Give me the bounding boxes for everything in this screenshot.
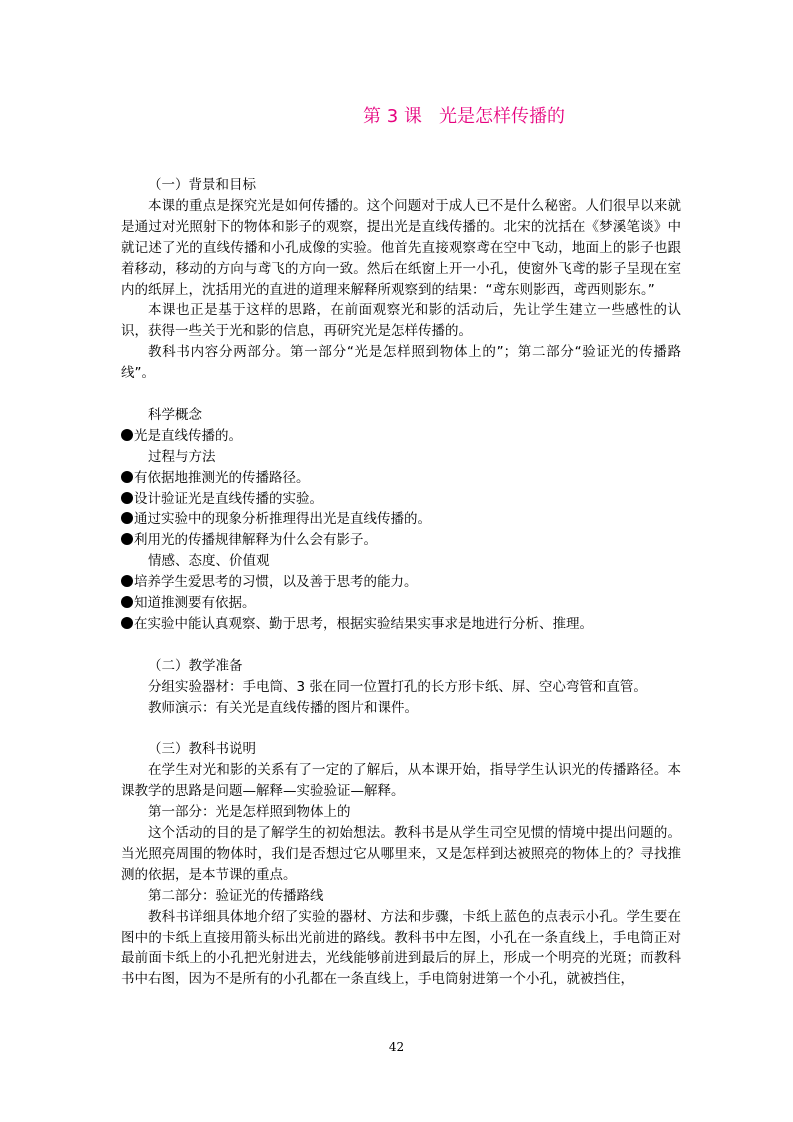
bullet-icon [121,617,133,629]
paragraph: 本课也正是基于这样的思路，在前面观察光和影的活动后，先让学生建立一些感性的认识，获得一些关于光和影的信息，再研究光是怎样传播的。 [121,302,681,340]
subheading: 科学概念 [148,406,202,423]
lesson-title: 第 3 课 光是怎样传播的 [362,106,566,127]
subheading: 第一部分：光是怎样照到物体上的 [148,804,351,821]
bullet-icon [121,512,133,524]
subheading: 第二部分：验证光的传播路线 [148,887,324,904]
paragraph: 教科书内容分两部分。第一部分“光是怎样照到物体上的”；第二部分“验证光的传播路线”。 [121,344,681,382]
list-item: 有依据地推测光的传播路径。 [121,468,681,489]
list-item: 利用光的传播规律解释为什么会有影子。 [121,530,681,551]
section-heading: （三）教科书说明 [148,741,256,758]
document-body [121,175,681,990]
list-item: 通过实验中的现象分析推理得出光是直线传播的。 [121,509,681,530]
bullet-icon [121,492,133,504]
page-number: 42 [388,1040,405,1054]
subheading: 情感、态度、价值观 [148,553,270,570]
subheading: 过程与方法 [148,448,216,465]
section-heading: （二）教学准备 [148,657,243,674]
bullet-icon [121,596,133,608]
bullet-icon [121,575,133,587]
paragraph: 教科书详细具体地介绍了实验的器材、方法和步骤，卡纸上蓝色的点表示小孔。学生要在图中的卡纸上直接用箭头标出光前进的路线。教科书中左图，小孔在一条直线上，手电筒正对最前面卡纸上的小孔把光射进去，光线能够前进到最后的屏上，形成一个明亮的光斑；而教科书中右图，因为不是所有的小孔都在一条直线上，手电筒射进第一个小孔，就被挡住， [121,908,681,988]
paragraph: 本课的重点是探究光是如何传播的。这个问题对于成人已不是什么秘密。人们很早以来就是通过对光照射下的物体和影子的观察，提出光是直线传播的。北宋的沈括在《梦溪笔谈》中就记述了光的直线传播和小孔成像的实验。他首先直接观察鸢在空中飞动，地面上的影子也跟着移动，移动的方向与鸢飞的方向一致。然后在纸窗上开一小孔，使窗外飞鸢的影子呈现在室内的纸屏上，沈括用光的直进的道理来解释所观察到的结果：“鸢东则影西，鸢西则影东。” [121,197,681,298]
list-item: 在实验中能认真观察、勤于思考，根据实验结果实事求是地进行分析、推理。 [121,614,681,635]
paragraph: 这个活动的目的是了解学生的初始想法。教科书是从学生司空见惯的情境中提出问题的。当光照亮周围的物体时，我们是否想过它从哪里来，又是怎样到达被照亮的物体上的？寻找推测的依据，是本节课的重点。 [121,825,681,883]
paragraph: 在学生对光和影的关系有了一定的了解后，从本课开始，指导学生认识光的传播路径。本课教学的思路是问题—解释—实验验证—解释。 [121,762,681,800]
list-item: 光是直线传播的。 [121,426,681,447]
paragraph: 教师演示：有关光是直线传播的图片和课件。 [148,699,418,716]
bullet-icon [121,533,133,545]
bullet-icon [121,471,133,483]
bullet-icon [121,429,133,441]
section-heading: （一）背景和目标 [148,177,256,193]
list-item: 设计验证光是直线传播的实验。 [121,489,681,510]
paragraph: 分组实验器材：手电筒、3 张在同一位置打孔的长方形卡纸、屏、空心弯管和直管。 [148,678,647,695]
list-item: 知道推测要有依据。 [121,593,681,614]
list-item: 培养学生爱思考的习惯，以及善于思考的能力。 [121,572,681,593]
